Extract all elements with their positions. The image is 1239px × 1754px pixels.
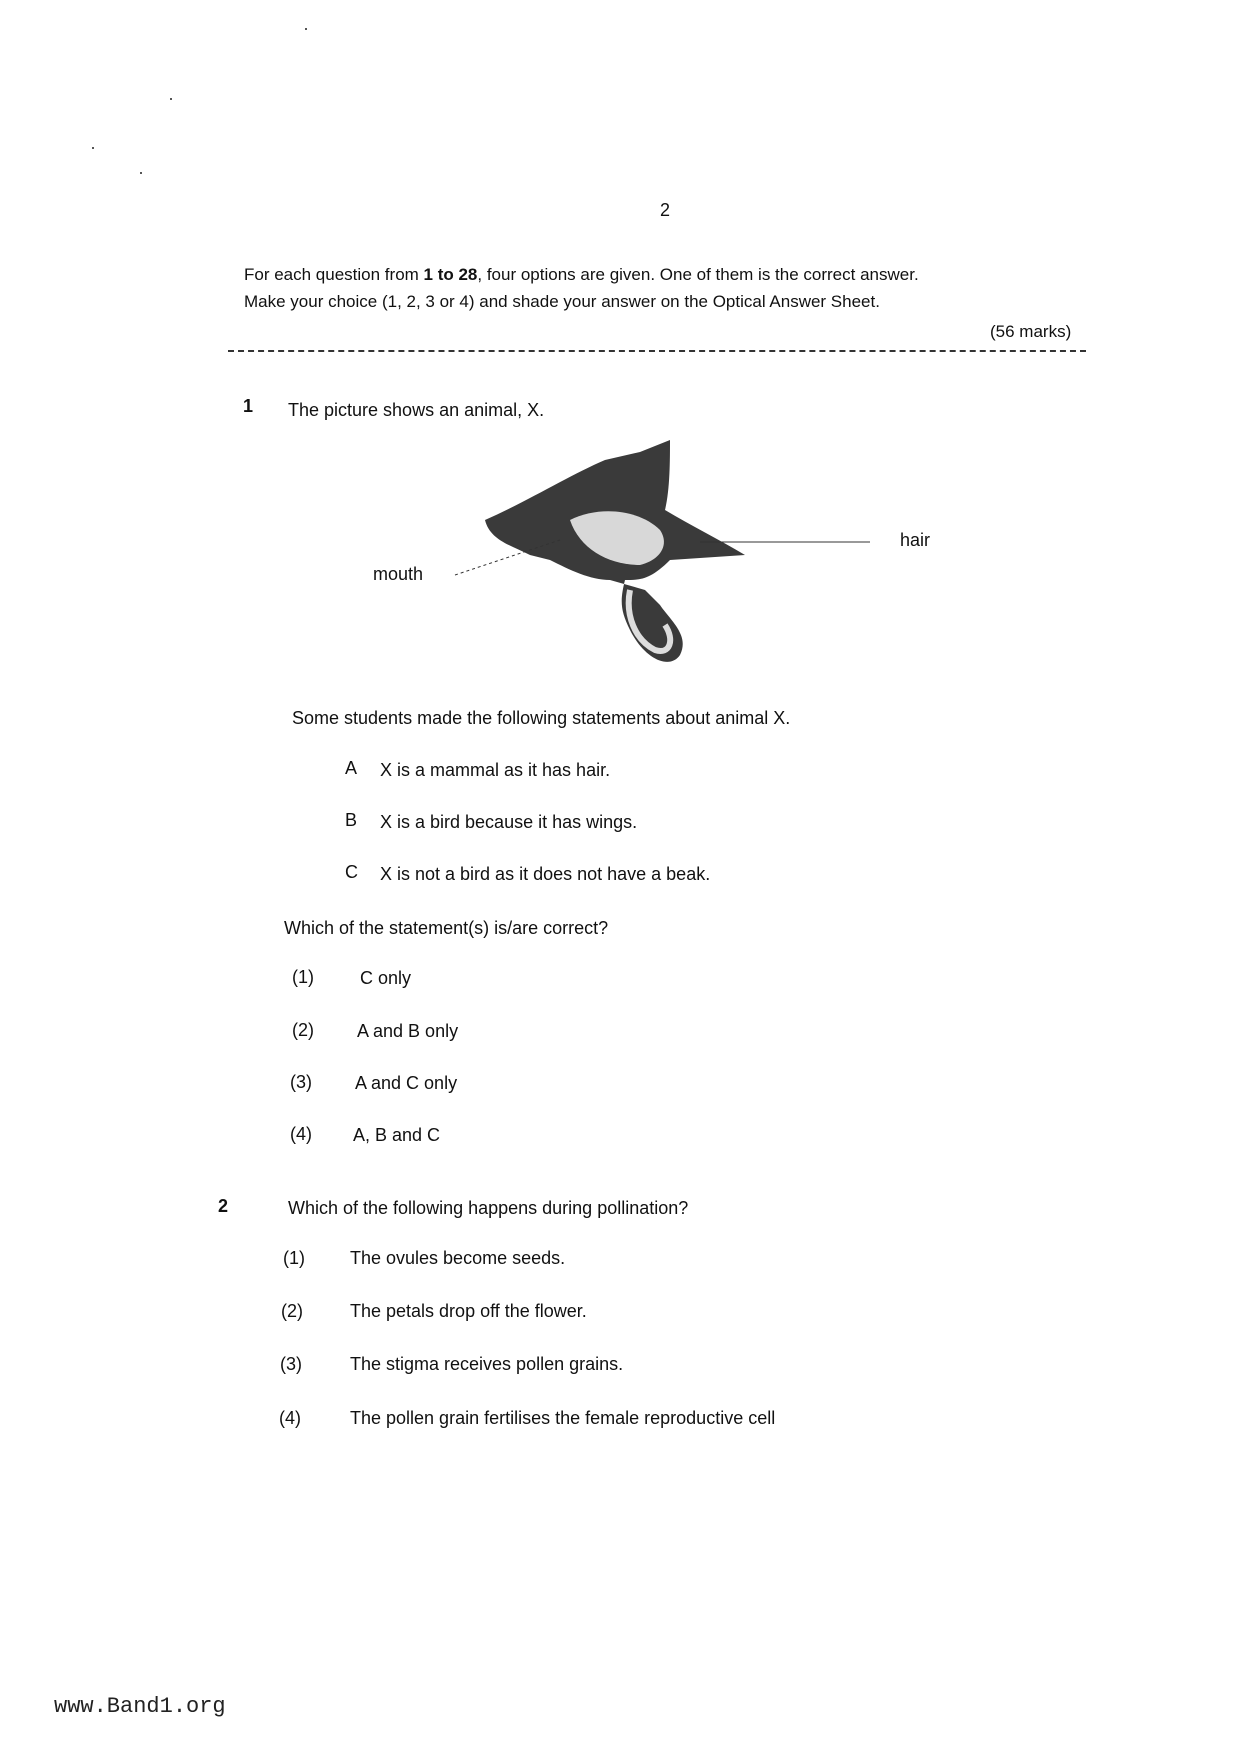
option-text: The petals drop off the flower. (350, 1301, 587, 1321)
statement-letter: B (345, 810, 358, 830)
statement-text: X is not a bird as it does not have a beak. (380, 864, 711, 884)
divider (228, 350, 1086, 352)
option-label: (3) (290, 1072, 312, 1092)
animal-x-figure (370, 430, 930, 690)
question-stem: Which of the following happens during pollination? (288, 1198, 689, 1218)
option-label: (4) (290, 1124, 312, 1144)
option-label: (1) (283, 1248, 305, 1268)
option-label: (2) (292, 1020, 314, 1040)
scan-speck (305, 28, 307, 30)
question-number: 1 (243, 396, 254, 416)
option-text: The stigma receives pollen grains. (350, 1354, 624, 1374)
marks: (56 marks) (990, 322, 1072, 341)
option-text: C only (360, 968, 412, 988)
footer-watermark: www.Band1.org (54, 1694, 226, 1719)
instructions-text: For each question from (244, 265, 424, 284)
option-text: A, B and C (353, 1125, 441, 1145)
statement-letter: A (345, 758, 358, 778)
option-text: The ovules become seeds. (350, 1248, 566, 1268)
instructions-text: , four options are given. One of them is the correct answer. (477, 265, 919, 284)
option-label: (2) (281, 1301, 303, 1321)
option-text: A and B only (357, 1021, 459, 1041)
statements-intro: Some students made the following statements about animal X. (292, 708, 791, 728)
scan-speck (92, 147, 94, 149)
scan-speck (140, 172, 142, 174)
statement-text: X is a bird because it has wings. (380, 812, 638, 832)
option-label: (1) (292, 967, 314, 987)
question-prompt: Which of the statement(s) is/are correct? (284, 918, 609, 938)
label-mouth: mouth (373, 564, 424, 584)
question-stem: The picture shows an animal, X. (288, 400, 545, 420)
page-number: 2 (660, 200, 671, 220)
instructions-line2: Make your choice (1, 2, 3 or 4) and shade your answer on the Optical Answer Sheet. (244, 292, 880, 311)
statement-letter: C (345, 862, 358, 882)
question-number: 2 (218, 1196, 229, 1216)
instructions-line1 (244, 265, 919, 285)
question-range: 1 to 28 (423, 265, 478, 284)
scan-speck (170, 98, 172, 100)
option-text: The pollen grain fertilises the female reproductive cell (350, 1408, 776, 1428)
option-label: (4) (279, 1408, 301, 1428)
label-hair: hair (900, 530, 931, 550)
option-label: (3) (280, 1354, 302, 1374)
option-text: A and C only (355, 1073, 458, 1093)
statement-text: X is a mammal as it has hair. (380, 760, 611, 780)
